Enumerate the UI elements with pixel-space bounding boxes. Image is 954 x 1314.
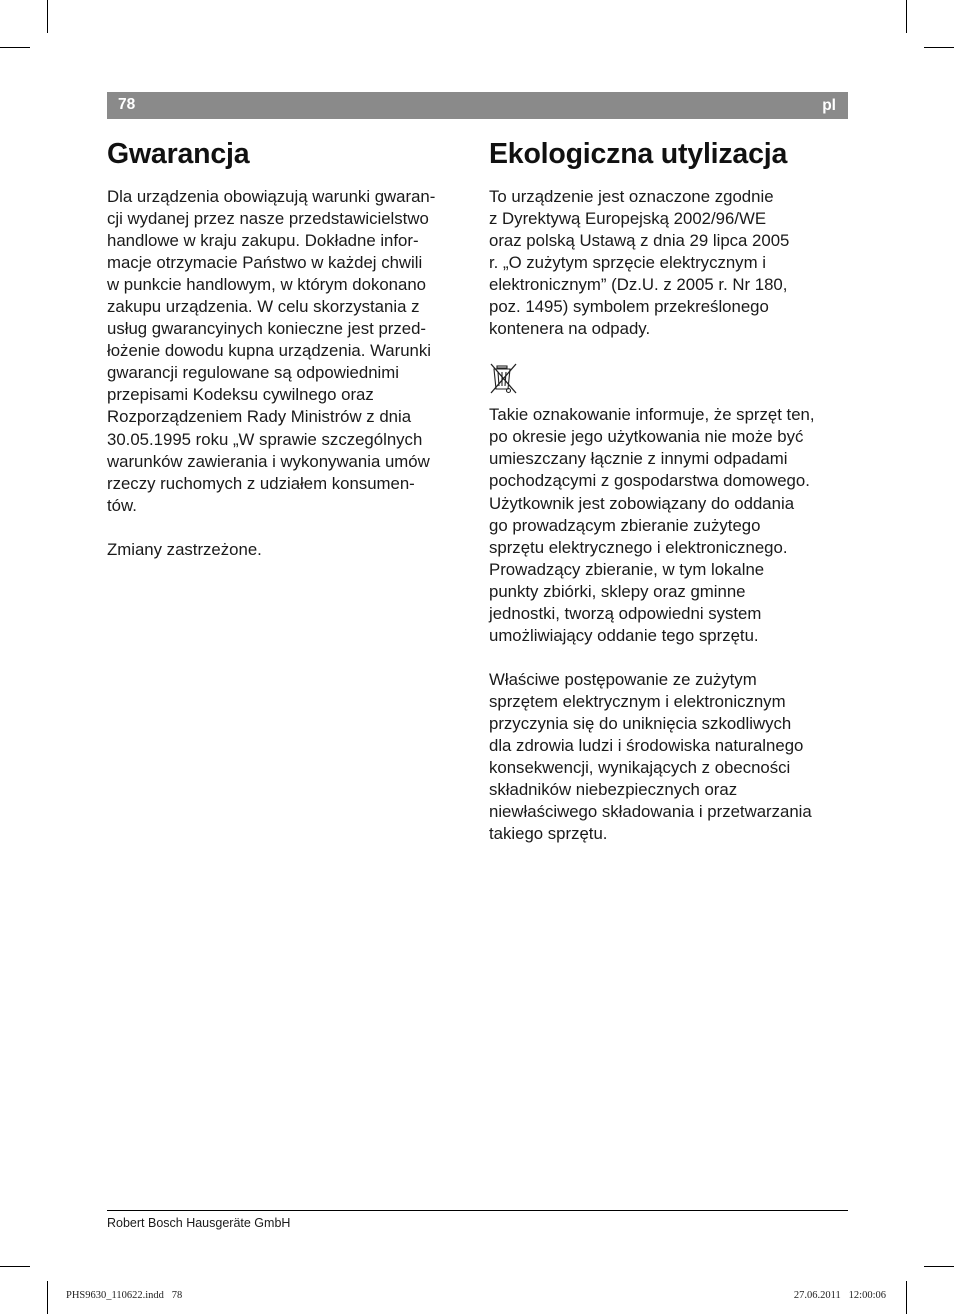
text-line: niewłaściwego składowania i przetwarzania <box>489 802 812 822</box>
text-line: oraz polską Ustawą z dnia 29 lipca 2005 <box>489 231 790 251</box>
text-line: dla zdrowia ludzi i środowiska naturalnego <box>489 735 804 755</box>
warranty-title: Gwarancja <box>107 138 250 170</box>
text-line: zakupu urządzenia. W celu skorzystania z <box>107 297 420 317</box>
text-line: Rozporządzeniem Rady Ministrów z dnia <box>107 407 412 427</box>
crop-mark <box>924 47 954 48</box>
crop-mark <box>0 47 30 48</box>
text-line: rzeczy ruchomych z udziałem konsumen- <box>107 473 415 493</box>
text-line: w punkcie handlowym, w którym dokonano <box>107 275 426 295</box>
text-line: 30.05.1995 roku „W sprawie szczególnych <box>107 429 423 449</box>
disposal-paragraph <box>489 669 849 845</box>
text-line: kontenera na odpady. <box>489 319 651 339</box>
footer-company: Robert Bosch Hausgeräte GmbH <box>107 1216 291 1230</box>
text-line: warunków zawierania i wykonywania umów <box>107 451 430 471</box>
text-line: punkty zbiórki, sklepy oraz gminne <box>489 581 746 601</box>
page-number: 78 <box>118 96 136 113</box>
warranty-section <box>107 134 469 561</box>
crop-mark <box>906 0 907 33</box>
text-line: go prowadzącym zbieranie zużytego <box>489 515 761 535</box>
text-line: konsekwencji, wynikających z obecności <box>489 758 791 778</box>
text-line: To urządzenie jest oznaczone zgodnie <box>489 187 774 206</box>
footer-rule <box>107 1210 848 1211</box>
text-line: r. „O zużytym sprzęcie elektrycznym i <box>489 253 766 273</box>
text-line: przepisami Kodeksu cywilnego oraz <box>107 385 374 405</box>
print-slug-file: PHS9630_110622.indd 78 <box>66 1290 183 1301</box>
text-line: Właściwe postępowanie ze zużytym <box>489 669 757 689</box>
crop-mark <box>47 0 48 33</box>
disposal-intro <box>489 186 849 340</box>
text-line: Dla urządzenia obowiązują warunki gwaran- <box>107 187 436 206</box>
text-line: umożliwiający oddanie tego sprzętu. <box>489 625 759 645</box>
text-line: Prowadzący zbieranie, w tym lokalne <box>489 559 765 579</box>
text-line: łożenie dowodu kupna urządzenia. Warunki <box>107 341 432 361</box>
disposal-title: Ekologiczna utylizacja <box>489 138 788 170</box>
text-line: poz. 1495) symbolem przekreślonego <box>489 297 769 317</box>
text-line: Takie oznakowanie informuje, że sprzęt ten, <box>489 405 815 425</box>
changes-reserved-note <box>107 539 469 561</box>
text-line: pochodzącymi z gospodarstwa domowego. <box>489 471 810 491</box>
text-line: takiego sprzętu. <box>489 824 608 844</box>
text-line: po okresie jego użytkowania nie może być <box>489 427 804 447</box>
text-line: Zmiany zastrzeżone. <box>107 539 262 559</box>
text-line: usług gwarancyinych konieczne jest przed- <box>107 319 427 339</box>
page-header-bar <box>107 92 848 119</box>
text-line: z Dyrektywą Europejską 2002/96/WE <box>489 209 767 229</box>
crop-mark <box>906 1281 907 1314</box>
text-line: handlowe w kraju zakupu. Dokładne infor- <box>107 231 419 251</box>
text-line: tów. <box>107 495 137 515</box>
crop-mark <box>0 1266 30 1267</box>
text-line: Użytkownik jest zobowiązany do oddania <box>489 493 795 513</box>
disposal-paragraph <box>489 404 849 647</box>
text-line: sprzętem elektrycznym i elektronicznym <box>489 691 786 711</box>
print-slug-timestamp: 27.06.2011 12:00:06 <box>793 1290 886 1301</box>
language-code: pl <box>822 97 836 114</box>
crop-mark <box>47 1281 48 1314</box>
disposal-section <box>489 134 849 845</box>
text-line: cji wydanej przez nasze przedstawicielstwo <box>107 209 429 229</box>
text-line: jednostki, tworzą odpowiedni system <box>489 603 762 623</box>
text-line: umieszczany łącznie z innymi odpadami <box>489 449 788 469</box>
text-line: przyczynia się do uniknięcia szkodliwych <box>489 713 792 733</box>
text-line: macje otrzymacie Państwo w każdej chwili <box>107 253 423 273</box>
text-line: elektronicznym” (Dz.U. z 2005 r. Nr 180, <box>489 275 788 295</box>
text-line: gwarancji regulowane są odpowiednimi <box>107 363 399 383</box>
text-line: składników niebezpiecznych oraz <box>489 780 738 800</box>
crop-mark <box>924 1266 954 1267</box>
warranty-paragraph <box>107 186 469 517</box>
crossed-out-wheelie-bin-icon <box>489 362 519 396</box>
text-line: sprzętu elektrycznego i elektronicznego. <box>489 537 788 557</box>
